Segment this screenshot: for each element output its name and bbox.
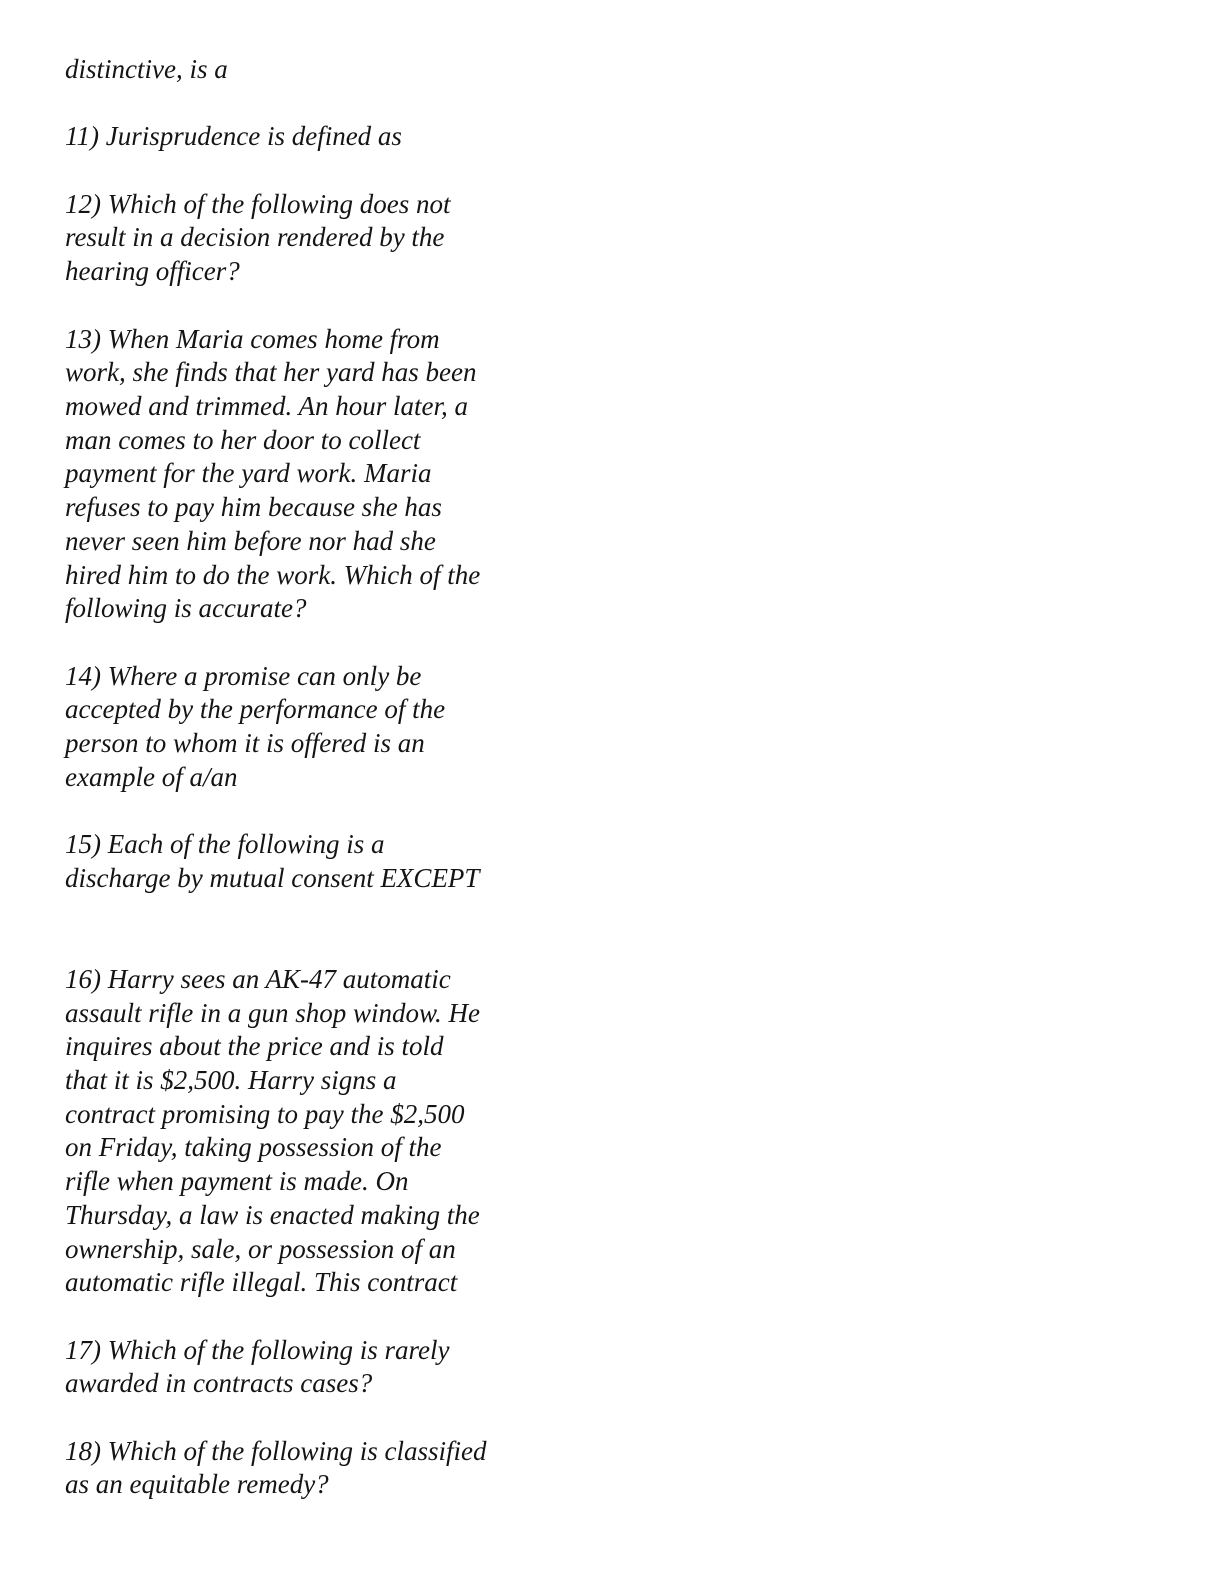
- question-18: [65, 1435, 545, 1502]
- text-line: Thursday, a law is enacted making the: [65, 1199, 480, 1230]
- question-12: [65, 188, 545, 289]
- text-line: inquires about the price and is told: [65, 1031, 444, 1062]
- question-13: [65, 323, 545, 626]
- text-line: distinctive, is a: [65, 54, 228, 84]
- text-line: refuses to pay him because she has: [65, 492, 442, 523]
- text-line: on Friday, taking possession of the: [65, 1132, 442, 1163]
- question-11: [65, 120, 545, 154]
- question-17: [65, 1334, 545, 1401]
- document-page: [65, 53, 545, 1536]
- text-line: 18) Which of the following is classified: [65, 1435, 487, 1466]
- text-line: rifle when payment is made. On: [65, 1166, 409, 1197]
- text-line: never seen him before nor had she: [65, 525, 436, 556]
- text-line: accepted by the performance of the: [65, 694, 446, 725]
- text-line: 15) Each of the following is a: [65, 829, 385, 860]
- question-10-fragment: [65, 53, 545, 87]
- text-line: payment for the yard work. Maria: [65, 458, 432, 489]
- text-line: mowed and trimmed. An hour later, a: [65, 390, 468, 421]
- text-line: discharge by mutual consent EXCEPT: [65, 862, 480, 893]
- text-line: contract promising to pay the $2,500: [65, 1098, 465, 1129]
- text-line: result in a decision rendered by the: [65, 222, 445, 253]
- text-line: that it is $2,500. Harry signs a: [65, 1065, 397, 1095]
- text-line: 17) Which of the following is rarely: [65, 1334, 450, 1365]
- text-line: assault rifle in a gun shop window. He: [65, 997, 481, 1028]
- text-line: 13) When Maria comes home from: [65, 323, 440, 354]
- text-line: awarded in contracts cases?: [65, 1368, 373, 1399]
- text-line: work, she finds that her yard has been: [65, 357, 477, 388]
- text-line: 12) Which of the following does not: [65, 188, 451, 219]
- text-line: example of a/an: [65, 761, 238, 792]
- text-line: as an equitable remedy?: [65, 1469, 329, 1500]
- question-15: [65, 828, 545, 895]
- text-line: person to whom it is offered is an: [65, 728, 425, 758]
- text-line: following is accurate?: [65, 593, 307, 624]
- question-16: [65, 963, 545, 1300]
- text-line: automatic rifle illegal. This contract: [65, 1267, 458, 1298]
- text-line: 11) Jurisprudence is defined as: [65, 121, 402, 152]
- text-line: 16) Harry sees an AK-47 automatic: [65, 963, 451, 994]
- text-line: 14) Where a promise can only be: [65, 660, 422, 691]
- text-line: hired him to do the work. Which of the: [65, 559, 481, 590]
- text-line: ownership, sale, or possession of an: [65, 1233, 456, 1264]
- text-line: man comes to her door to collect: [65, 424, 421, 455]
- text-line: hearing officer?: [65, 256, 240, 287]
- question-14: [65, 660, 545, 795]
